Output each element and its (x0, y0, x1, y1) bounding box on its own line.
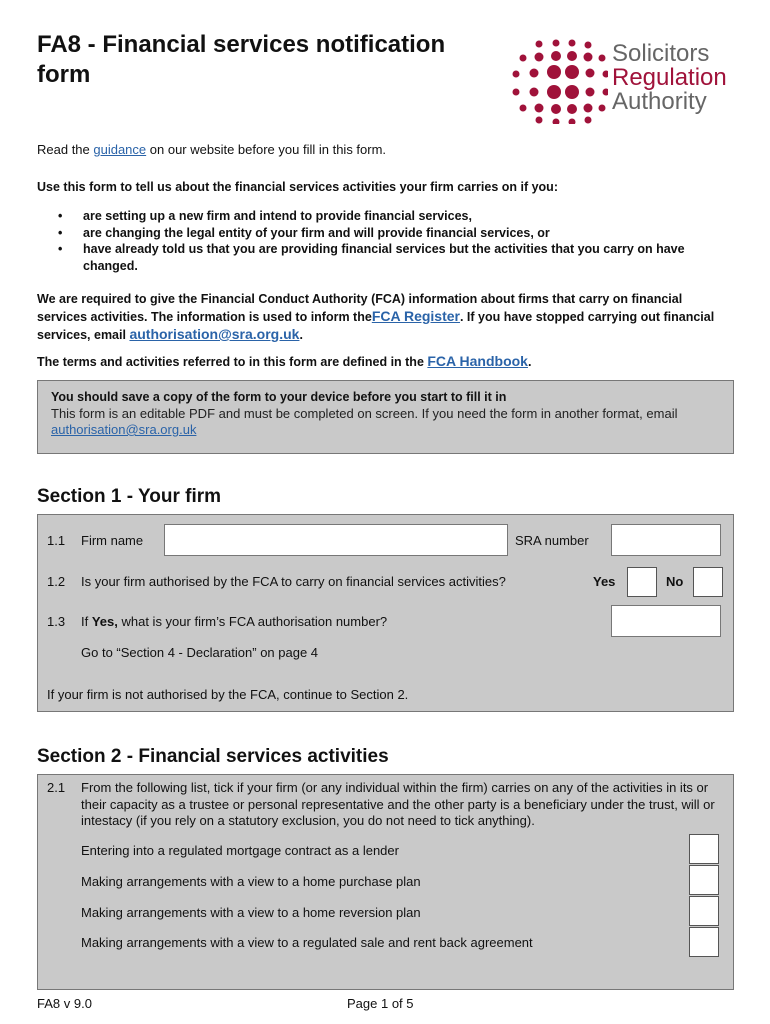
bullet-item: • have already told us that you are providing financial services but the activities that you carry on have changed. (58, 241, 698, 274)
section1-title: Section 1 - Your firm (37, 486, 222, 507)
activity-label: Making arrangements with a view to a home reversion plan (81, 905, 421, 920)
fca-register-link[interactable]: FCA Register (371, 308, 460, 324)
activity-label: Making arrangements with a view to a regulated sale and rent back agreement (81, 935, 533, 950)
not-authorised-text: If your firm is not authorised by the FCA, continue to Section 2. (47, 687, 409, 702)
activity-checkbox[interactable] (689, 896, 719, 926)
bullet-item: • are setting up a new firm and intend to provide financial services, (58, 208, 698, 225)
fca-number-input[interactable] (611, 605, 721, 637)
fca-authorised-question: Is your firm authorised by the FCA to carry on financial services activities? (81, 574, 506, 589)
use-intro: Use this form to tell us about the financial services activities your firm carries on if you: (37, 180, 558, 194)
activities-question: From the following list, tick if your firm (or any individual within the firm) carries on any of the activities in its or their capacity as a trustee or personal representative and the other party is a beneficiary under the trust, will or intestacy (if you rely on a statutory exclusion, you do not need to tick anything). (81, 780, 715, 828)
page-title: FA8 - Financial services notification form (37, 31, 446, 88)
notice-box (37, 380, 734, 454)
activity-checkbox[interactable] (689, 927, 719, 957)
fca-paragraph: We are required to give the Financial Conduct Authority (FCA) information about firms that carry on financial services activities. The information is used to inform theFCA Register. If you have stopped carrying out financial services, email authorisation@sra.org.uk. (37, 292, 715, 342)
notice-body: This form is an editable PDF and must be completed on screen. If you need the form in another format, email authorisation@sra.org.uk (51, 406, 678, 437)
activity-checkbox[interactable] (689, 834, 719, 864)
notice-email-link[interactable]: authorisation@sra.org.uk (51, 422, 197, 437)
bullet-item: • are changing the legal entity of your firm and will provide financial services, or (58, 225, 698, 242)
activity-label: Making arrangements with a view to a home purchase plan (81, 874, 421, 889)
notice-heading: You should save a copy of the form to your device before you start to fill it in (51, 390, 507, 404)
fca-number-question: If Yes, what is your firm’s FCA authorisation number? (81, 614, 388, 629)
section2-title: Section 2 - Financial services activities (37, 746, 389, 767)
firm-name-input[interactable] (164, 524, 508, 556)
no-label: No (666, 574, 684, 589)
sra-dots-icon (508, 38, 608, 124)
footer-page: Page 1 of 5 (347, 996, 414, 1011)
bullet-list (58, 208, 698, 274)
activity-label: Entering into a regulated mortgage contract as a lender (81, 843, 399, 858)
sra-number-label: SRA number (515, 533, 589, 548)
goto-text: Go to “Section 4 - Declaration” on page 4 (81, 645, 319, 660)
sra-logo (508, 38, 738, 124)
no-checkbox[interactable] (693, 567, 723, 597)
yes-checkbox[interactable] (627, 567, 657, 597)
guidance-link[interactable]: guidance (93, 142, 147, 157)
terms-text: The terms and activities referred to in this form are defined in the FCA Handbook. (37, 353, 532, 369)
footer-version: FA8 v 9.0 (37, 996, 92, 1011)
firm-name-label: Firm name (81, 533, 144, 548)
yes-label: Yes (593, 574, 616, 589)
sra-number-input[interactable] (611, 524, 721, 556)
logo-line2: Regulation (612, 64, 727, 91)
email-link[interactable]: authorisation@sra.org.uk (129, 326, 300, 342)
activity-checkbox[interactable] (689, 865, 719, 895)
logo-line1: Solicitors (612, 40, 710, 67)
fca-handbook-link[interactable]: FCA Handbook (427, 353, 528, 369)
section1-box: 1.1 Firm name SRA number 1.2 Is your firm authorised by the FCA to carry on financial services activities? Yes No 1.3 If Yes, what is your firm’s FCA authorisation number? Go to “Section 4 - Declaration” on page 4 If your firm is not authorised by the FCA, continue to Section 2. (37, 514, 734, 712)
section2-box: 2.1 From the following list, tick if your firm (or any individual within the firm) carries on any of the activities in its or their capacity as a trustee or personal representative and the other party is a beneficiary under the trust, will or intestacy (if you rely on a statutory exclusion, you do not need to tick anything). Entering into a regulated mortgage contract as a lender Making arrangements with a view to a home purchase plan Making arrangements with a view to a home reversion plan Making arrangements with a view to a regulated sale and rent back agreement (37, 774, 734, 990)
logo-line3: Authority (612, 88, 707, 115)
intro-text: Read the guidance on our website before you fill in this form. (37, 142, 387, 157)
